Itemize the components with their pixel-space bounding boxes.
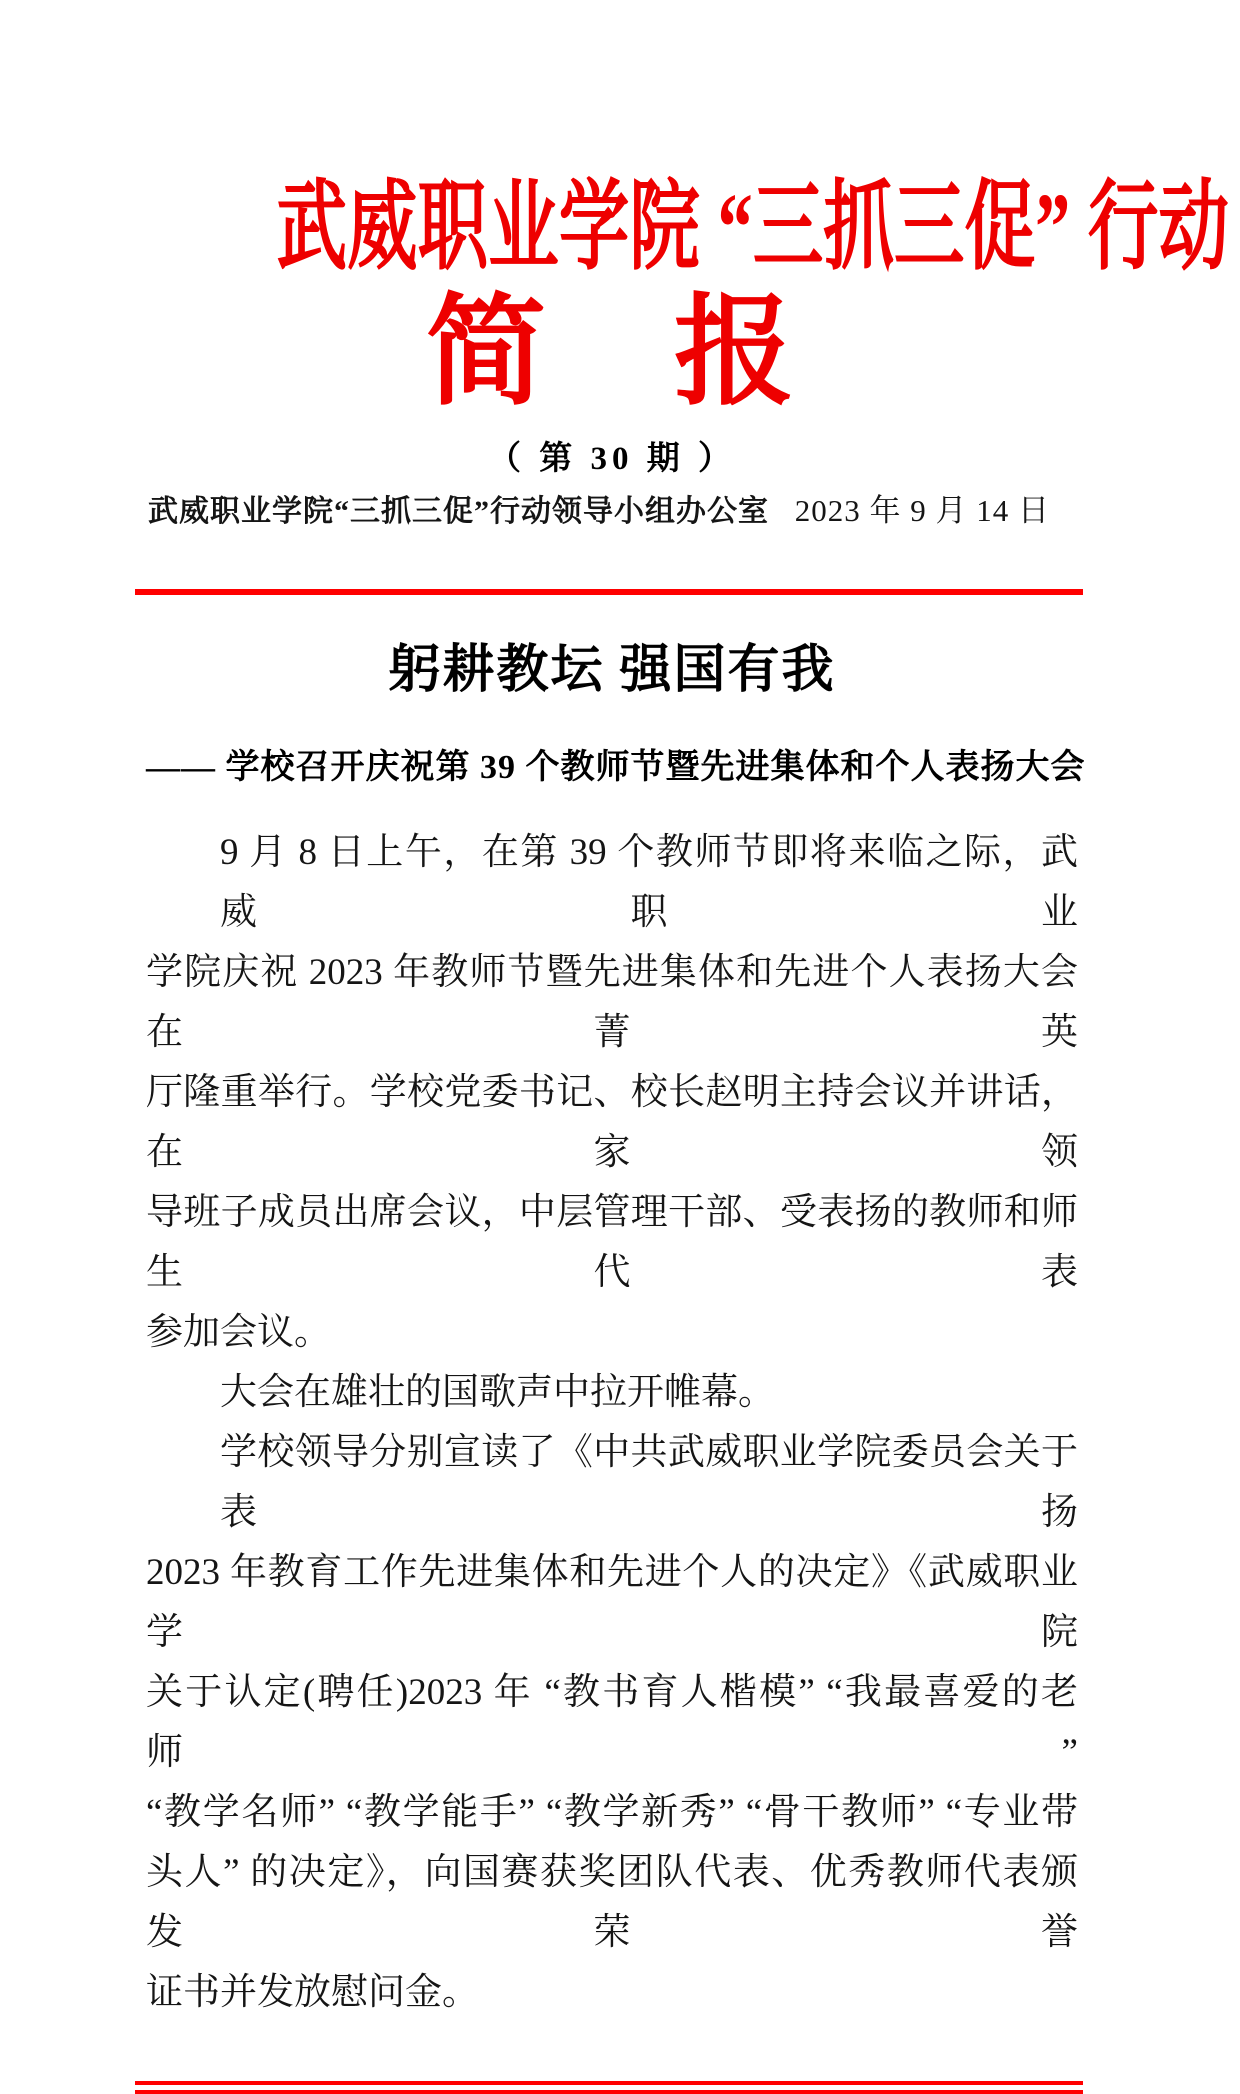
header-red-rule xyxy=(135,589,1083,595)
body-line: 9 月 8 日上午，在第 39 个教师节即将来临之际，武威职业 xyxy=(220,832,1078,933)
office-date-row xyxy=(146,490,1078,533)
issue-date: 2023 年 9 月 14 日 xyxy=(794,493,1050,528)
body-line: 厅隆重举行。学校党委书记、校长赵明主持会议并讲话，在家领 xyxy=(146,1072,1078,1173)
body-line: 头人” 的决定》，向国赛获奖团队代表、优秀教师代表颁发荣誉 xyxy=(146,1852,1078,1953)
body-line: 学院庆祝 2023 年教师节暨先进集体和先进个人表扬大会在菁英 xyxy=(146,952,1078,1053)
body-line: “教学名师” “教学能手” “教学新秀” “骨干教师” “专业带 xyxy=(146,1792,1078,1833)
body-line: 参加会议。 xyxy=(146,1312,331,1353)
masthead-title-line2: 简 报 xyxy=(426,286,798,419)
article-title: 躬耕教坛 强国有我 xyxy=(388,642,836,699)
body-line: 大会在雄壮的国歌声中拉开帷幕。 xyxy=(220,1372,775,1413)
body-line: 导班子成员出席会议，中层管理干部、受表扬的教师和师生代表 xyxy=(146,1192,1078,1293)
issuing-office: 武威职业学院“三抓三促”行动领导小组办公室 xyxy=(148,495,769,528)
issue-number: （ 第 30 期 ） xyxy=(488,441,736,477)
body-line: 2023 年教育工作先进集体和先进个人的决定》《武威职业学院 xyxy=(146,1552,1078,1653)
body-line: 学校领导分别宣读了《中共武威职业学院委员会关于表扬 xyxy=(220,1432,1078,1533)
masthead-title-line1: 武威职业学院 “三抓三促” 行动 xyxy=(276,174,1230,282)
body-line: 证书并发放慰问金。 xyxy=(146,1972,479,2013)
body-line: 关于认定(聘任)2023 年 “教书育人楷模” “我最喜爱的老师” xyxy=(146,1672,1078,1773)
bulletin-page xyxy=(0,172,1240,2013)
footer-red-rule-bottom xyxy=(135,2090,1083,2094)
footer-rules xyxy=(146,2081,1078,2094)
article-subtitle: —— 学校召开庆祝第 39 个教师节暨先进集体和个人表扬大会 xyxy=(146,749,1086,786)
article-body xyxy=(146,823,1078,2023)
